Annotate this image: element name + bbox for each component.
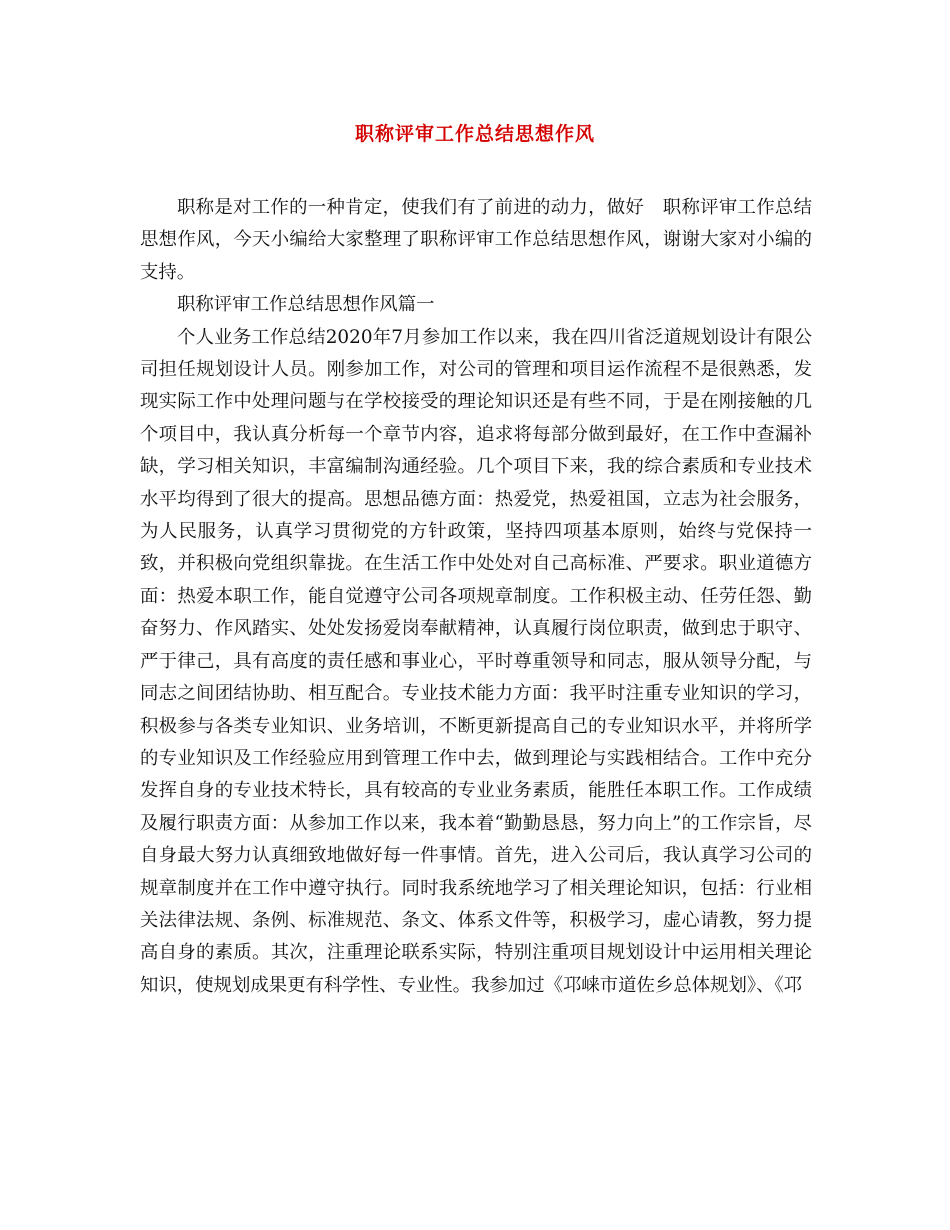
- document-title: 职称评审工作总结思想作风: [354, 123, 595, 145]
- section-heading: 职称评审工作总结思想作风篇一: [177, 294, 435, 316]
- intro-paragraph: 职称是对工作的一种肯定，使我们有了前进的动力，做好 职称评审工作总结思想作风，今天小编给大家整理了职称评审工作总结思想作风，谢谢大家对小编的支持。: [140, 197, 812, 283]
- body-paragraph: 个人业务工作总结2020年7月参加工作以来，我在四川省泛道规划设计有限公司担任规划设计人员。刚参加工作，对公司的管理和项目运作流程不是很熟悉，发现实际工作中处理问题与在学校接受的理论知识还是有些不同，于是在刚接触的几个项目中，我认真分析每一个章节内容，追求将每部分做到最好，在工作中查漏补缺，学习相关知识，丰富编制沟通经验。几个项目下来，我的综合素质和专业技术水平均得到了很大的提高。思想品德方面：热爱党，热爱祖国，立志为社会服务，为人民服务，认真学习贯彻党的方针政策，坚持四项基本原则，始终与党保持一致，并积极向党组织靠拢。在生活工作中处处对自己高标准、严要求。职业道德方面：热爱本职工作，能自觉遵守公司各项规章制度。工作积极主动、任劳任怨、勤奋努力、作风踏实、处处发扬爱岗奉献精神，认真履行岗位职责，做到忠于职守、严于律己，具有高度的责任感和事业心，平时尊重领导和同志，服从领导分配，与同志之间团结协助、相互配合。专业技术能力方面：我平时注重专业知识的学习，积极参与各类专业知识、业务培训，不断更新提高自己的专业知识水平，并将所学的专业知识及工作经验应用到管理工作中去，做到理论与实践相结合。工作中充分发挥自身的专业技术特长，具有较高的专业业务素质，能胜任本职工作。工作成绩及履行职责方面：从参加工作以来，我本着“勤勤恳恳，努力向上”的工作宗旨，尽自身最大努力认真细致地做好每一件事情。首先，进入公司后，我认真学习公司的规章制度并在工作中遵守执行。同时我系统地学习了相关理论知识，包括：行业相关法律法规、条例、标准规范、条文、体系文件等，积极学习，虚心请教，努力提高自身的素质。其次，注重理论联系实际，特别注重项目规划设计中运用相关理论知识，使规划成果更有科学性、专业性。我参加过《邛崃市道佐乡总体规划》、《邛: [140, 326, 812, 996]
- document-body: [140, 192, 812, 1002]
